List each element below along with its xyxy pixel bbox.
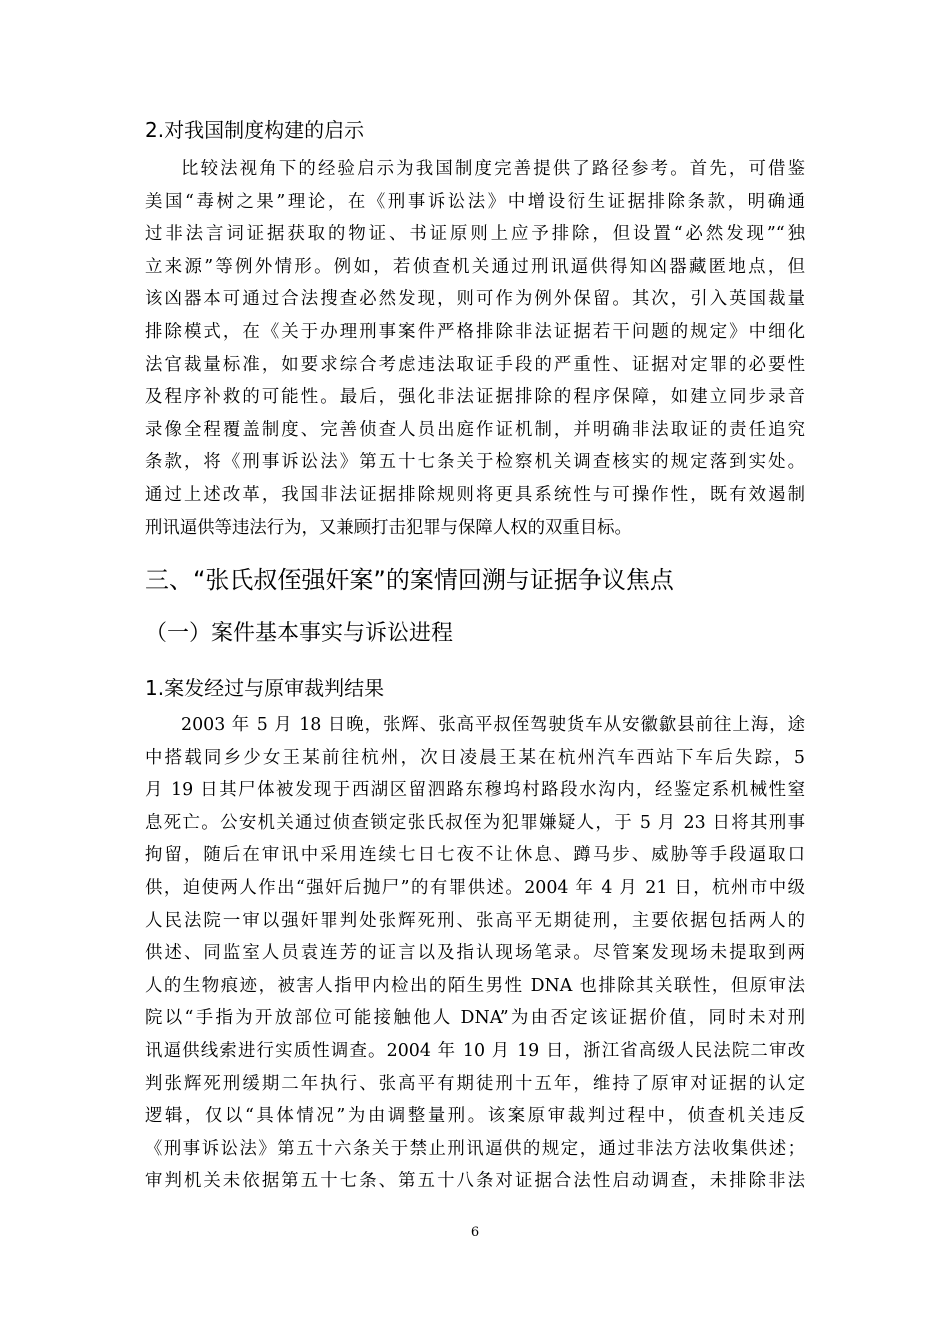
paragraph-line: 供述、同监室人员袁连芳的证言以及指认现场笔录。尽管案发现场未提取到两 [145, 943, 805, 964]
paragraph-line: 人民法院一审以强奸罪判处张辉死刑、张高平无期徒刑，主要依据包括两人的 [145, 910, 805, 931]
paragraph-line: 刑讯逼供等违法行为，又兼顾打击犯罪与保障人权的双重目标。 [145, 517, 632, 538]
paragraph-line: 供，迫使两人作出“强奸后抛尸”的有罪供述。2004 年 4 月 21 日，杭州市中级 [145, 877, 805, 898]
paragraph-line: 排除模式，在《关于办理刑事案件严格排除非法证据若干问题的规定》中细化 [145, 321, 805, 342]
paragraph-line: 判张辉死刑缓期二年执行、张高平有期徒刑十五年，维持了原审对证据的认定 [145, 1073, 805, 1094]
paragraph-comparative-law-implications [145, 153, 805, 544]
paragraph-line: 录像全程覆盖制度、完善侦查人员出庭作证机制，并明确非法取证的责任追究 [145, 419, 805, 440]
paragraph-line: 逻辑，仅以“具体情况”为由调整量刑。该案原审裁判过程中，侦查机关违反 [145, 1106, 805, 1127]
paragraph-line: 过非法言词证据获取的物证、书证原则上应予排除，但设置“必然发现”“独 [145, 224, 805, 245]
section-heading-basic-facts: （一）案件基本事实与诉讼进程 [145, 621, 454, 646]
paragraph-line: 比较法视角下的经验启示为我国制度完善提供了路径参考。首先，可借鉴 [181, 159, 805, 179]
paragraph-line: 2003 年 5 月 18 日晚，张辉、张高平叔侄驾驶货车从安徽歙县前往上海，途 [181, 715, 805, 735]
paragraph-line: 息死亡。公安机关通过侦查锁定张氏叔侄为犯罪嫌疑人，于 5 月 23 日将其刑事 [145, 812, 805, 833]
paragraph-case-history [145, 709, 805, 1198]
paragraph-line: 条款，将《刑事诉讼法》第五十七条关于检察机关调查核实的规定落到实处。 [145, 452, 805, 473]
paragraph-line: 及程序补救的可能性。最后，强化非法证据排除的程序保障，如建立同步录音 [145, 387, 805, 408]
paragraph-line: 该凶器本可通过合法搜查必然发现，则可作为例外保留。其次，引入英国裁量 [145, 289, 805, 310]
paragraph-line: 审判机关未依据第五十七条、第五十八条对证据合法性启动调查，未排除非法 [145, 1171, 805, 1192]
paragraph-line: 立来源”等例外情形。例如，若侦查机关通过刑讯逼供得知凶器藏匿地点，但 [145, 256, 805, 277]
subheading-institutional-implications: 2.对我国制度构建的启示 [145, 118, 365, 142]
paragraph-line: 人的生物痕迹，被害人指甲内检出的陌生男性 DNA 也排除其关联性，但原审法 [145, 975, 805, 996]
paragraph-line: 通过上述改革，我国非法证据排除规则将更具系统性与可操作性，既有效遏制 [145, 484, 805, 505]
paragraph-line: 拘留，随后在审讯中采用连续七日七夜不让休息、蹲马步、威胁等手段逼取口 [145, 845, 805, 866]
page-number: 6 [470, 1225, 480, 1240]
paragraph-line: 《刑事诉讼法》第五十六条关于禁止刑讯逼供的规定，通过非法方法收集供述； [145, 1138, 805, 1159]
chapter-heading-case-review: 三、“张氏叔侄强奸案”的案情回溯与证据争议焦点 [145, 566, 674, 594]
paragraph-line: 月 19 日其尸体被发现于西湖区留泗路东穆坞村路段水沟内，经鉴定系机械性窒 [145, 780, 805, 801]
paragraph-line: 院以“手指为开放部位可能接触他人 DNA”为由否定该证据价值，同时未对刑 [145, 1008, 805, 1029]
paragraph-line: 讯逼供线索进行实质性调查。2004 年 10 月 19 日，浙江省高级人民法院二审改 [145, 1040, 805, 1061]
paragraph-line: 中搭载同乡少女王某前往杭州，次日凌晨王某在杭州汽车西站下车后失踪，5 [145, 747, 805, 768]
paragraph-line: 美国“毒树之果”理论，在《刑事诉讼法》中增设衍生证据排除条款，明确通 [145, 191, 805, 212]
paragraph-line: 法官裁量标准，如要求综合考虑违法取证手段的严重性、证据对定罪的必要性 [145, 354, 805, 375]
subheading-case-history: 1.案发经过与原审裁判结果 [145, 676, 385, 700]
